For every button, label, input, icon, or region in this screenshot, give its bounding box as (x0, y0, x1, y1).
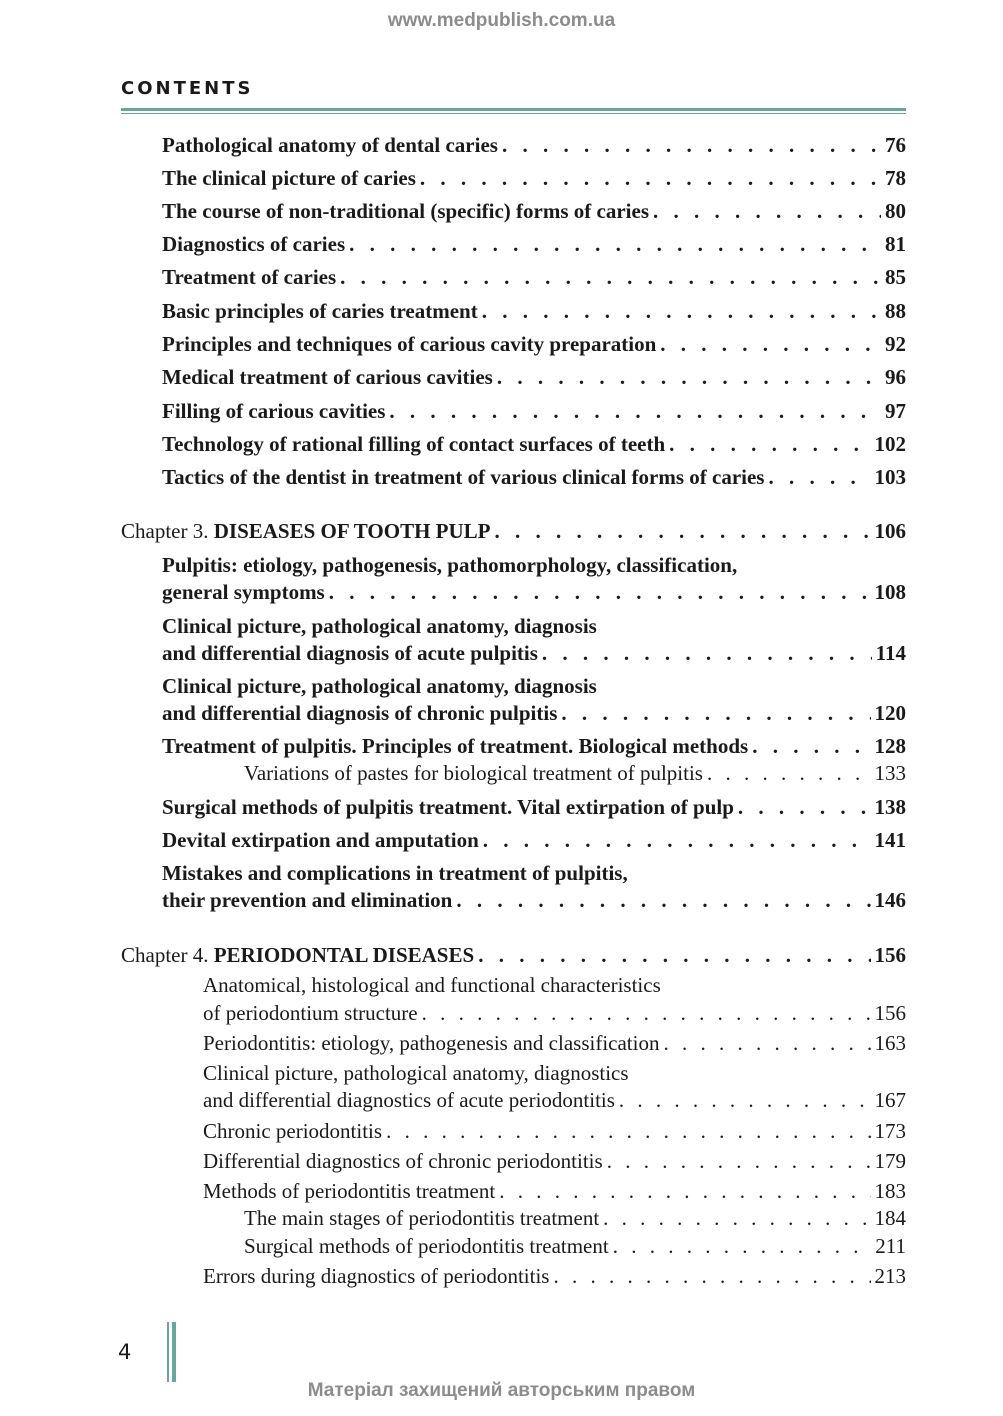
toc-entry[interactable] (203, 1118, 906, 1145)
toc-entry-title: and differential diagnosis of acute pulpitis (162, 641, 538, 665)
page-bar-right (172, 1322, 176, 1382)
toc-entry-page: 138 (874, 795, 906, 819)
toc-entry[interactable] (162, 431, 906, 458)
toc-entry[interactable] (203, 1178, 906, 1205)
toc-entry-page: 108 (874, 580, 906, 604)
toc-entry-page: 133 (874, 761, 906, 785)
dot-leader (420, 165, 881, 192)
toc-entry-page: 97 (885, 399, 906, 423)
toc-entry[interactable] (203, 1030, 906, 1057)
toc-entry-page: 85 (885, 265, 906, 289)
toc-entry-page: 167 (874, 1088, 906, 1112)
toc-entry-title: Periodontitis: etiology, pathogenesis and classification (203, 1031, 660, 1055)
dot-leader (483, 827, 871, 854)
toc-entry-title: DISEASES OF TOOTH PULP (213, 519, 491, 543)
toc-entry-page: 146 (874, 888, 906, 912)
toc-entry[interactable] (162, 579, 906, 606)
dot-leader (422, 1000, 871, 1027)
dot-leader (497, 364, 881, 391)
toc-entry-title: and differential diagnostics of acute periodontitis (203, 1088, 615, 1112)
dot-leader (329, 579, 871, 606)
toc-entry-title: Chronic periodontitis (203, 1119, 383, 1143)
toc-entry-page: 156 (874, 943, 906, 967)
dot-leader (707, 760, 871, 787)
toc-entry[interactable] (244, 1233, 906, 1260)
toc-entry-title: Medical treatment of carious cavities (162, 365, 493, 389)
dot-leader (607, 1148, 871, 1175)
toc-entry[interactable] (162, 231, 906, 258)
toc-entry-title: The main stages of periodontitis treatment (244, 1206, 600, 1230)
toc-entry-title: PERIODONTAL DISEASES (213, 943, 475, 967)
toc-entry-title: Methods of periodontitis treatment (203, 1179, 496, 1203)
dot-leader (613, 1233, 872, 1260)
toc-entry-page: 120 (874, 701, 906, 725)
dot-leader (389, 398, 881, 425)
toc-chapter-entry[interactable] (121, 942, 906, 969)
section-title: CONTENTS (121, 78, 254, 99)
toc-entry-title: Variations of pastes for biological treatment of pulpitis (244, 761, 703, 785)
toc-entry-page: 78 (885, 166, 906, 190)
dot-leader (349, 231, 881, 258)
toc-entry-page: 128 (874, 734, 906, 758)
toc-entry-page: 156 (874, 1001, 906, 1025)
toc-entry[interactable] (162, 794, 906, 821)
dot-leader (561, 700, 870, 727)
toc-entry-title: Errors during diagnostics of periodontitis (203, 1264, 550, 1288)
toc-entry-title: general symptoms (162, 580, 325, 604)
toc-entry[interactable] (162, 398, 906, 425)
toc-entry-title: Surgical methods of pulpitis treatment. Vital extirpation of pulp (162, 795, 734, 819)
toc-entry-title: and differential diagnosis of chronic pulpitis (162, 701, 558, 725)
header-url: www.medpublish.com.ua (387, 10, 616, 31)
toc-entry[interactable] (162, 640, 906, 667)
dot-leader (619, 1087, 871, 1114)
toc-entry-page: 114 (875, 641, 906, 665)
toc-entry[interactable] (162, 700, 906, 727)
dot-leader (482, 298, 881, 325)
dot-leader (495, 518, 871, 545)
toc-entry[interactable] (162, 364, 906, 391)
dot-leader (752, 733, 870, 760)
dot-leader (542, 640, 872, 667)
page-bar-left (167, 1322, 169, 1382)
toc-entry-first-line: Clinical picture, pathological anatomy, diagnosis (162, 674, 597, 698)
dot-leader (603, 1205, 870, 1232)
toc-chapter-entry[interactable] (121, 518, 906, 545)
toc-entry-page: 103 (874, 465, 906, 489)
dot-leader (553, 1263, 870, 1290)
toc-entry-title: Tactics of the dentist in treatment of various clinical forms of caries (162, 465, 765, 489)
toc-entry-first-line: Mistakes and complications in treatment of pulpitis, (162, 861, 628, 885)
toc-entry[interactable] (162, 165, 906, 192)
page-number: 4 (118, 1340, 132, 1364)
toc-entry[interactable] (244, 1205, 906, 1232)
toc-entry-page: 183 (874, 1179, 906, 1203)
dot-leader (499, 1178, 870, 1205)
toc-entry-title: Treatment of pulpitis. Principles of treatment. Biological methods (162, 734, 749, 758)
dot-leader (653, 198, 881, 225)
chapter-prefix: Chapter 4. (121, 943, 214, 967)
toc-entry-page: 92 (885, 332, 906, 356)
title-rule-top (121, 108, 906, 111)
toc-entry-title: Devital extirpation and amputation (162, 828, 479, 852)
toc-entry-title: Basic principles of caries treatment (162, 299, 478, 323)
toc-entry-title: Principles and techniques of carious cavity preparation (162, 332, 657, 356)
toc-entry-title: Pathological anatomy of dental caries (162, 133, 498, 157)
title-rule-bottom (121, 113, 906, 114)
toc-entry[interactable] (162, 132, 906, 159)
toc-entry-title: Technology of rational filling of contact surfaces of teeth (162, 432, 666, 456)
toc-entry-page: 141 (874, 828, 906, 852)
toc-entry-first-line: Clinical picture, pathological anatomy, diagnostics (203, 1061, 629, 1085)
toc-entry[interactable] (244, 760, 906, 787)
toc-entry-page: 106 (874, 519, 906, 543)
dot-leader (660, 331, 881, 358)
toc-entry-page: 213 (874, 1264, 906, 1288)
copyright-note: Матеріал захищений авторським правом (307, 1380, 696, 1401)
toc-entry-page: 96 (885, 365, 906, 389)
toc-entry[interactable] (162, 198, 906, 225)
toc-entry-page: 102 (874, 432, 906, 456)
toc-entry-page: 76 (885, 133, 906, 157)
dot-leader (456, 887, 870, 914)
toc-entry-page: 211 (875, 1234, 906, 1258)
dot-leader (768, 464, 870, 491)
dot-leader (738, 794, 871, 821)
toc-entry-title: Surgical methods of periodontitis treatment (244, 1234, 609, 1258)
toc-entry-title: The course of non-traditional (specific) forms of caries (162, 199, 649, 223)
toc-entry[interactable] (162, 827, 906, 854)
dot-leader (478, 942, 870, 969)
toc-entry-title: of periodontium structure (203, 1001, 418, 1025)
toc-entry-page: 80 (885, 199, 906, 223)
toc-entry[interactable] (162, 887, 906, 914)
dot-leader (386, 1118, 870, 1145)
toc-entry-title: The clinical picture of caries (162, 166, 416, 190)
toc-entry-page: 88 (885, 299, 906, 323)
toc-entry-first-line: Clinical picture, pathological anatomy, diagnosis (162, 614, 597, 638)
toc-entry[interactable] (162, 331, 906, 358)
chapter-prefix: Chapter 3. (121, 519, 214, 543)
toc-entry-title: Diagnostics of caries (162, 232, 346, 256)
toc-entry-page: 163 (874, 1031, 906, 1055)
toc-entry[interactable] (203, 1263, 906, 1290)
toc-entry-title: their prevention and elimination (162, 888, 453, 912)
toc-entry-page: 184 (874, 1206, 906, 1230)
toc-entry-page: 179 (874, 1149, 906, 1173)
toc-entry-title: Treatment of caries (162, 265, 337, 289)
toc-entry[interactable] (162, 464, 906, 491)
toc-entry-title: Filling of carious cavities (162, 399, 386, 423)
toc-entry-first-line: Anatomical, histological and functional characteristics (203, 973, 661, 997)
toc-entry[interactable] (162, 298, 906, 325)
toc-entry[interactable] (203, 1087, 906, 1114)
dot-leader (502, 132, 881, 159)
toc-entry-first-line: Pulpitis: etiology, pathogenesis, pathomorphology, classification, (162, 553, 738, 577)
toc-entry[interactable] (203, 1000, 906, 1027)
toc-entry[interactable] (162, 733, 906, 760)
toc-entry[interactable] (203, 1148, 906, 1175)
dot-leader (663, 1030, 870, 1057)
dot-leader (340, 264, 881, 291)
toc-entry-page: 173 (874, 1119, 906, 1143)
toc-entry-page: 81 (885, 232, 906, 256)
toc-entry-title: Differential diagnostics of chronic periodontitis (203, 1149, 603, 1173)
toc-entry[interactable] (162, 264, 906, 291)
dot-leader (669, 431, 870, 458)
